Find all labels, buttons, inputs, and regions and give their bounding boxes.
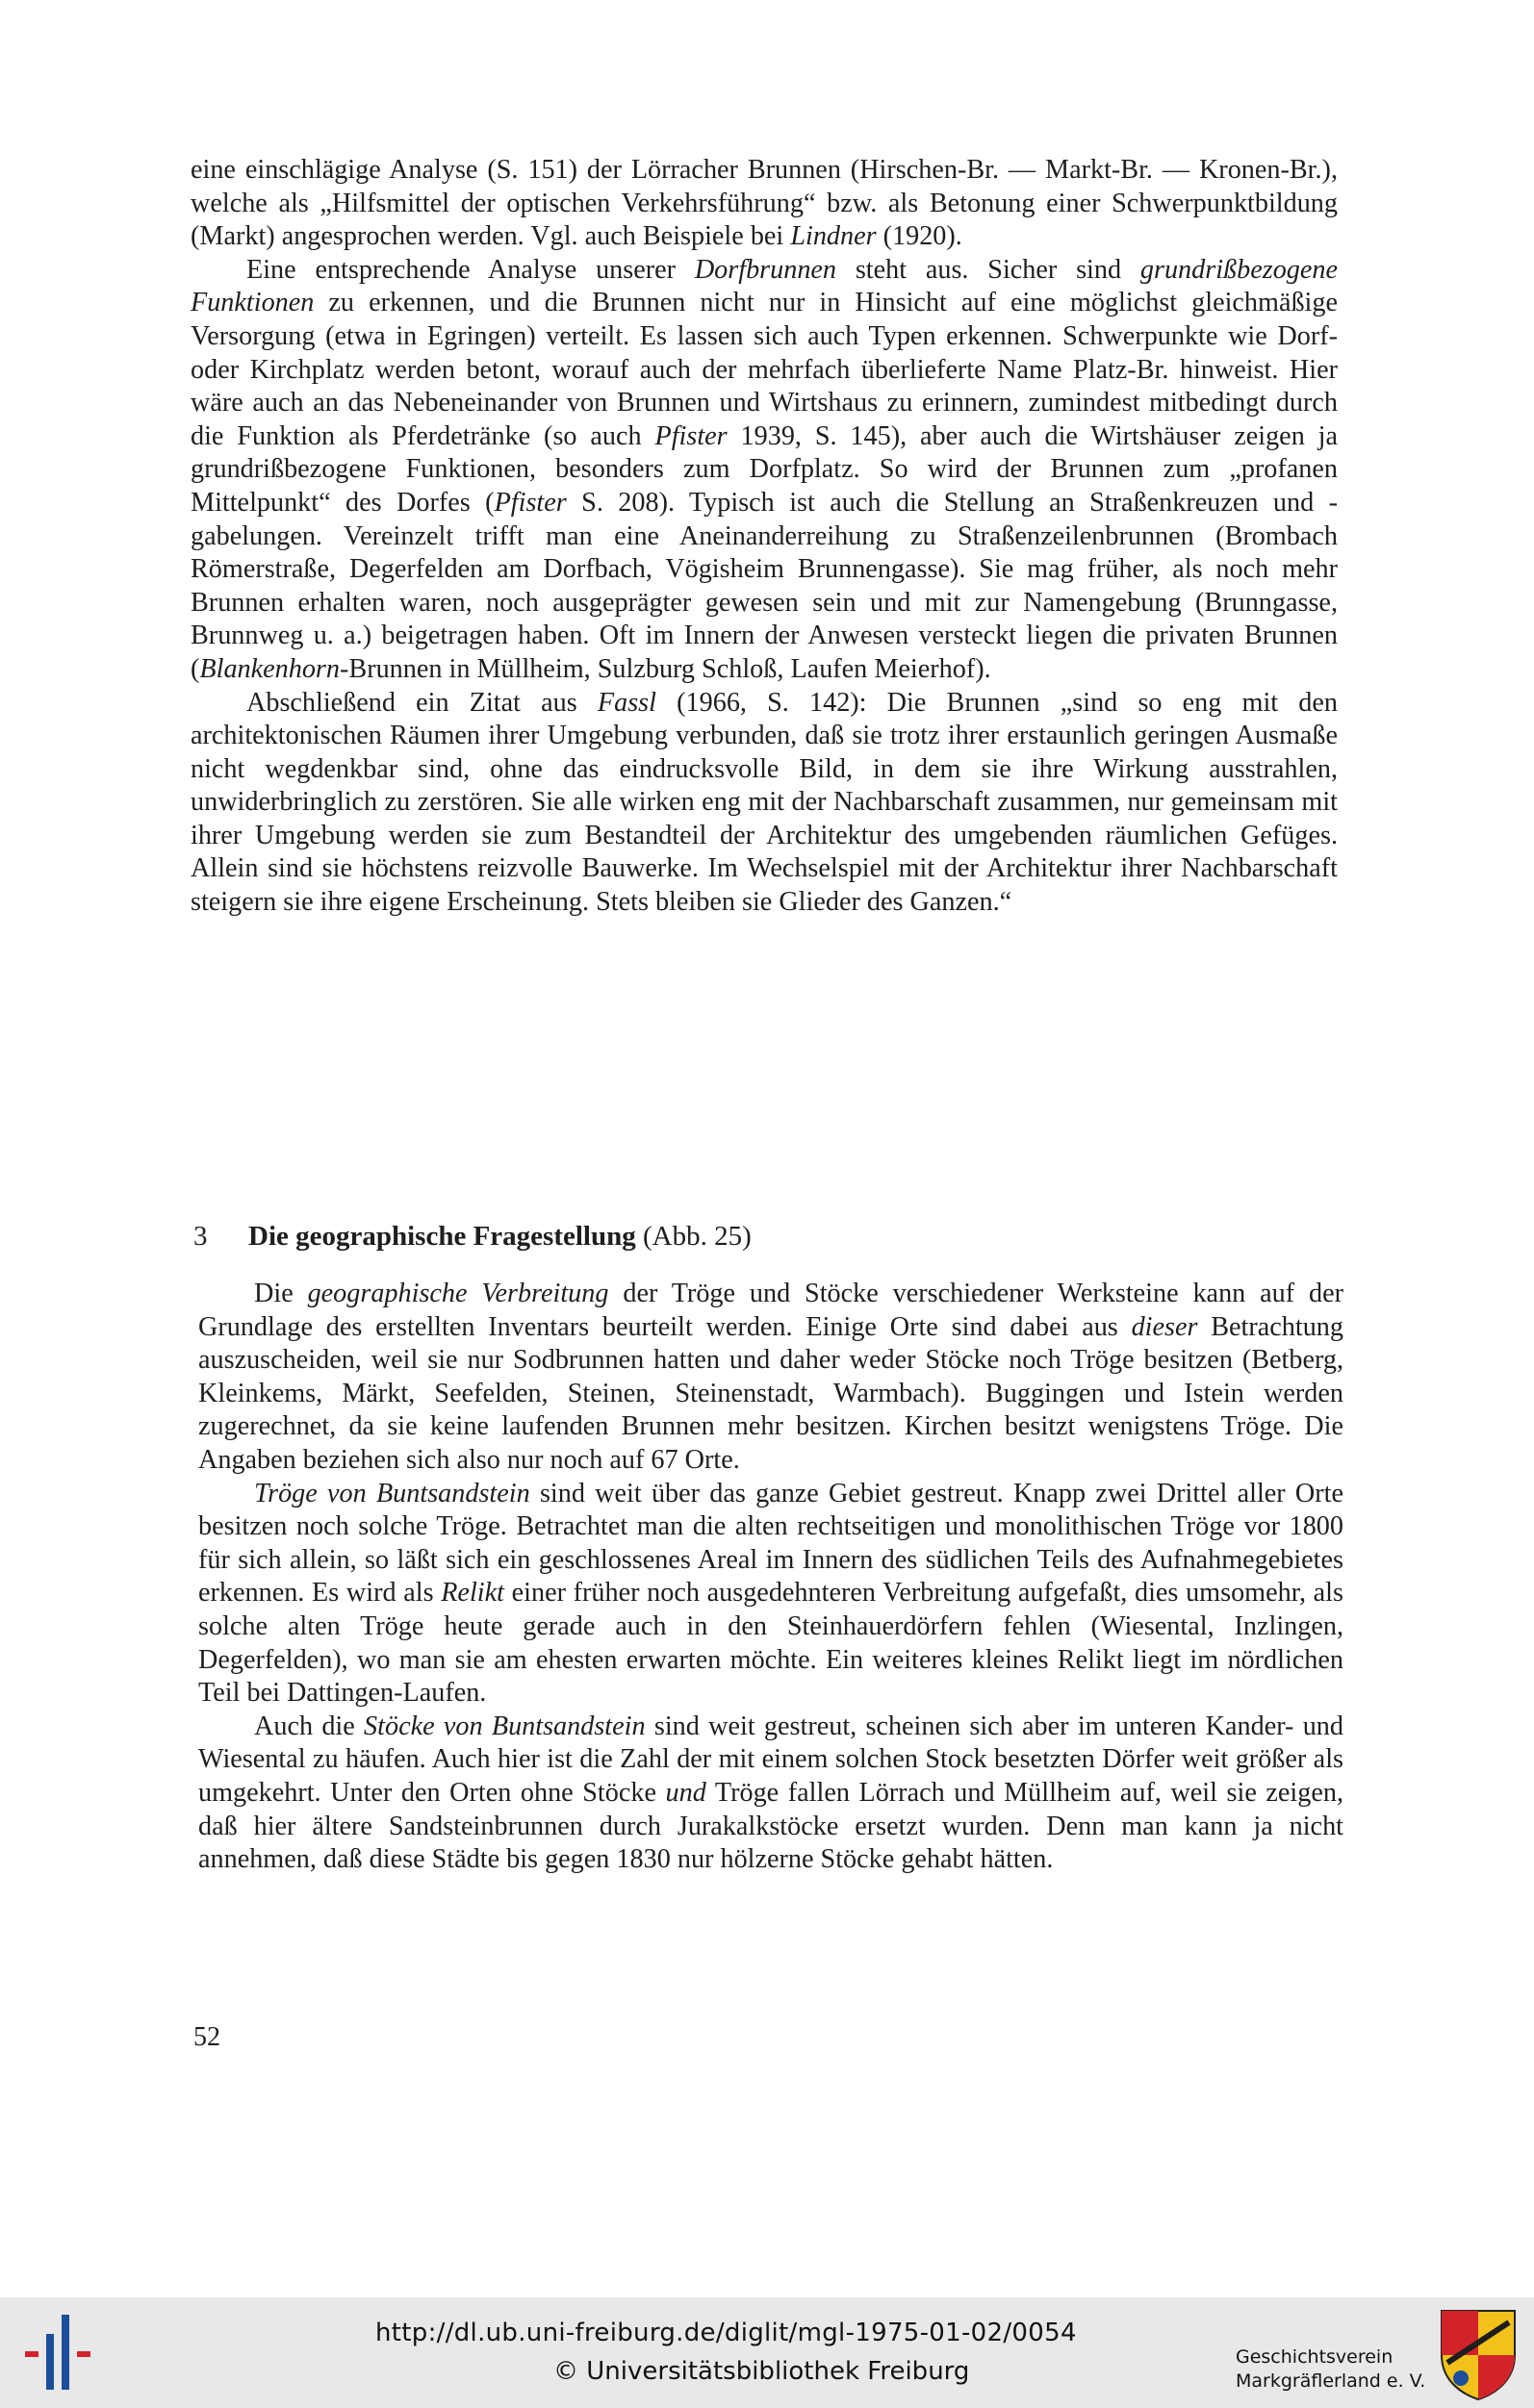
text-run: sind weit über das ganze Gebiet gestreut. Knapp zwei Drittel aller Orte besitzen noch solche Tröge. Betrachtet man die alten rechtseitigen und monolithischen Tröge vor 1800 für sich allein, so läßt sich ein geschlossenes Areal im Innern des südlichen Teils des Aufnahmegebietes erkennen. Es wird als xyxy=(198,1478,1343,1609)
copyright-text: © Universitätsbibliothek Freiburg xyxy=(553,2357,970,2386)
page-number: 52 xyxy=(193,2022,220,2052)
text-run: Auch die xyxy=(254,1711,365,1741)
paragraph xyxy=(198,1711,1343,1877)
italic-text: Pfister xyxy=(494,487,567,518)
italic-text: dieser xyxy=(1131,1311,1198,1342)
body-text-bottom xyxy=(198,1278,1343,1877)
text-run: einer früher noch ausgedehnteren Verbreitung aufgefaßt, dies umsomehr, als solche alten Tröge heute gerade auch in den Steinhauerdörfern fehlen (Wiesental, Inzlingen, Degerfelden), wo man sie am ehesten erwarten möchte. Ein weiteres kleines Relikt liegt im nördlichen Teil bei Dattingen-Laufen. xyxy=(198,1578,1343,1709)
text-run: S. 208). Typisch ist auch die Stellung an Straßenkreuzen und -gabelungen. Vereinzelt trifft man eine Aneinanderreihung zu Straßenzeilenbrunnen (Brombach Römerstraße, Degerfelden am Dorfbach, Vögisheim Brunnengasse). Sie mag früher, als noch mehr Brunnen erhalten waren, noch ausgeprägter gewesen sein und mit zur Namengebung (Brunngasse, Brunnweg u. a.) beigetragen haben. Oft im Innern der Anwesen versteckt liegen die privaten Brunnen ( xyxy=(191,487,1338,684)
society-name-line1: Geschichtsverein xyxy=(1236,2346,1393,2368)
document-url-link[interactable]: http://dl.ub.uni-freiburg.de/diglit/mgl-1975-01-02/0054 xyxy=(375,2319,1077,2347)
italic-text: Pfister xyxy=(654,420,728,451)
text-run: Abschließend ein Zitat aus xyxy=(246,687,598,718)
section-number: 3 xyxy=(193,1221,208,1252)
text-run: (1920). xyxy=(876,221,962,252)
paragraph xyxy=(198,1278,1343,1478)
italic-text: Dorfbrunnen xyxy=(694,254,837,285)
ub-freiburg-logo-icon xyxy=(17,2311,104,2394)
text-run: -Brunnen in Müllheim, Sulzburg Schloß, Laufen Meierhof). xyxy=(340,653,991,684)
italic-text: grundrißbezogene Funktionen xyxy=(191,254,1338,318)
text-run: 1939, S. 145), aber auch die Wirtshäuser zeigen ja grundrißbezogene Funktionen, besonders zum Dorfplatz. So wird der Brunnen zum „profanen Mittelpunkt“ des Dorfes ( xyxy=(191,420,1339,518)
italic-text: geographische Verbreitung xyxy=(307,1279,609,1308)
section-figure-ref: (Abb. 25) xyxy=(642,1221,752,1252)
text-run: der Tröge und Stöcke verschiedener Werksteine kann auf der Grundlage des erstellten Inventars beurteilt werden. Einige Orte sind dabei aus xyxy=(198,1279,1343,1342)
society-name-line2: Markgräflerland e. V. xyxy=(1236,2370,1426,2392)
society-name xyxy=(1236,2345,1425,2394)
text-run: steht aus. Sicher sind xyxy=(836,254,1140,285)
coat-of-arms-icon xyxy=(1438,2307,1519,2401)
italic-text: Stöcke von Buntsandstein xyxy=(364,1711,646,1741)
paragraph xyxy=(191,154,1338,254)
text-run: Eine entsprechende Analyse unserer xyxy=(246,254,695,285)
text-run: Tröge fallen Lörrach und Müllheim auf, weil sie zeigen, daß hier ältere Sandsteinbrunnen durch Jurakalkstöcke ersetzt wurden. Denn man kann ja nicht annehmen, daß diese Städte bis gegen 1830 nur hölzerne Stöcke gehabt hätten. xyxy=(198,1777,1344,1875)
paragraph xyxy=(191,254,1338,687)
paragraph xyxy=(198,1478,1343,1711)
text-run: sind weit gestreut, scheinen sich aber im unteren Kander- und Wiesental zu häufen. Auch hier ist die Zahl der mit einem solchen Stock besetzten Dörfer weit größer als umgekehrt. Unter den Orten ohne Stöcke xyxy=(198,1711,1343,1808)
italic-text: Blankenhorn xyxy=(199,653,340,684)
paragraph xyxy=(191,687,1338,920)
body-text-top xyxy=(191,154,1338,920)
viewer-footer xyxy=(0,2297,1534,2408)
text-run: Die xyxy=(254,1279,308,1308)
italic-text: Fassl xyxy=(597,687,656,718)
text-run: zu erkennen, und die Brunnen nicht nur in Hinsicht auf eine möglichst gleichmäßige Versorgung (etwa in Egringen) verteilt. Es lassen sich auch Typen erkennen. Schwerpunkte wie Dorf- oder Kirchplatz werden betont, worauf auch der mehrfach überlieferte Name Platz-Br. hinweist. Hier wäre auch an das Nebeneinander von Brunnen und Wirtshaus zu erinnern, zumindest mitbedingt durch die Funktion als Pferdetränke (so auch xyxy=(191,288,1338,451)
text-run: (1966, S. 142): Die Brunnen „sind so eng mit den architektonischen Räumen ihrer Umgebung verbunden, daß sie trotz ihrer erstaunlich geringen Ausmaße nicht wegdenkbar sind, ohne das eindrucksvolle Bild, in dem sie ihre Wirkung ausstrahlen, unwiderbringlich zu zerstören. Sie alle wirken eng mit der Nachbarschaft zusammen, nur gemeinsam mit ihrer Umgebung werden sie zum Bestandteil der Architektur des umgebenden räumlichen Gefüges. Allein sind sie höchstens reizvolle Bauwerke. Im Wechselspiel mit der Architektur ihrer Nachbarschaft steigern sie ihre eigene Erscheinung. Stets bleiben sie Glieder des Ganzen.“ xyxy=(191,687,1338,918)
italic-text: Tröge von Buntsandstein xyxy=(254,1478,530,1508)
text-run: Betrachtung auszuscheiden, weil sie nur Sodbrunnen hatten und daher weder Stöcke noch Tröge besitzen (Betberg, Kleinkems, Märkt, Seefelden, Steinen, Steinenstadt, Warmbach). Buggingen und Istein werden zugerechnet, da sie keine laufenden Brunnen mehr besitzen. Kirchen besitzt wenigstens Tröge. Die Angaben beziehen sich also nur noch auf 67 Orte. xyxy=(198,1311,1343,1475)
italic-text: Relikt xyxy=(441,1578,504,1609)
section-heading xyxy=(193,1220,752,1253)
italic-text: Lindner xyxy=(790,221,877,252)
italic-text: und xyxy=(665,1777,706,1808)
text-run: eine einschlägige Analyse (S. 151) der Lörracher Brunnen (Hirschen-Br. — Markt-Br. — Kronen-Br.), welche als „Hilfsmittel der optischen Verkehrsführung“ bzw. als Betonung einer Schwerpunktbildung (Markt) angesprochen werden. Vgl. auch Beispiele bei xyxy=(191,155,1338,252)
section-title: Die geographische Fragestellung xyxy=(248,1221,636,1252)
